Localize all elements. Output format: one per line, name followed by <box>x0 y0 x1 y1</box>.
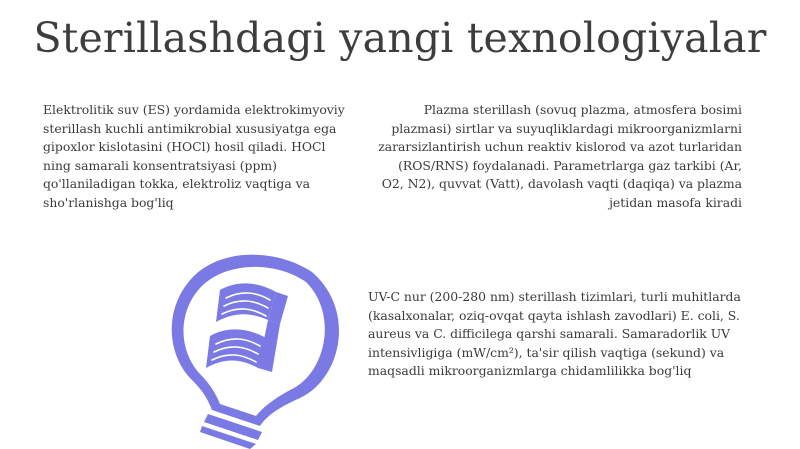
paragraph-uvc-sterilization: UV-C nur (200-280 nm) sterillash tizimlari, turli muhitlarda (kasalxonalar, oziq-ovqat qayta ishlash zavodlari) E. coli, S. aureus va C. difficilega qarshi samarali. Samaradorlik UV intensivligiga (mW/cm²), ta'sir qilish vaqtiga (sekund) va maqsadli mikroorganizmlarga chidamlilikka bog'liq <box>368 289 741 379</box>
lightbulb-book-icon <box>150 250 370 449</box>
slide-title: Sterillashdagi yangi texnologiyalar <box>33 14 767 62</box>
paragraph-electrolytic-water: Elektrolitik suv (ES) yordamida elektrokimyoviy sterillash kuchli antimikrobial xususiyatga ega gipoxlor kislotasini (HOCl) hosil qiladi. HOCl ning samarali konsentratsiyasi (ppm) qo'llaniladigan tokka, elektroliz vaqtiga va sho'rlanishga bog'liq <box>43 102 345 210</box>
paragraph-plasma-sterilization: Plazma sterillash (sovuq plazma, atmosfera bosimi plazmasi) sirtlar va suyuqliklardagi mikroorganizmlarni zararsizlantirish uchun reaktiv kislorod va azot turlaridan (ROS/RNS) foydalanadi. Parametrlarga gaz tarkibi (Ar, O2, N2), quvvat (Vatt), davolash vaqti (daqiqa) va plazma jetidan masofa kiradi <box>378 102 742 210</box>
